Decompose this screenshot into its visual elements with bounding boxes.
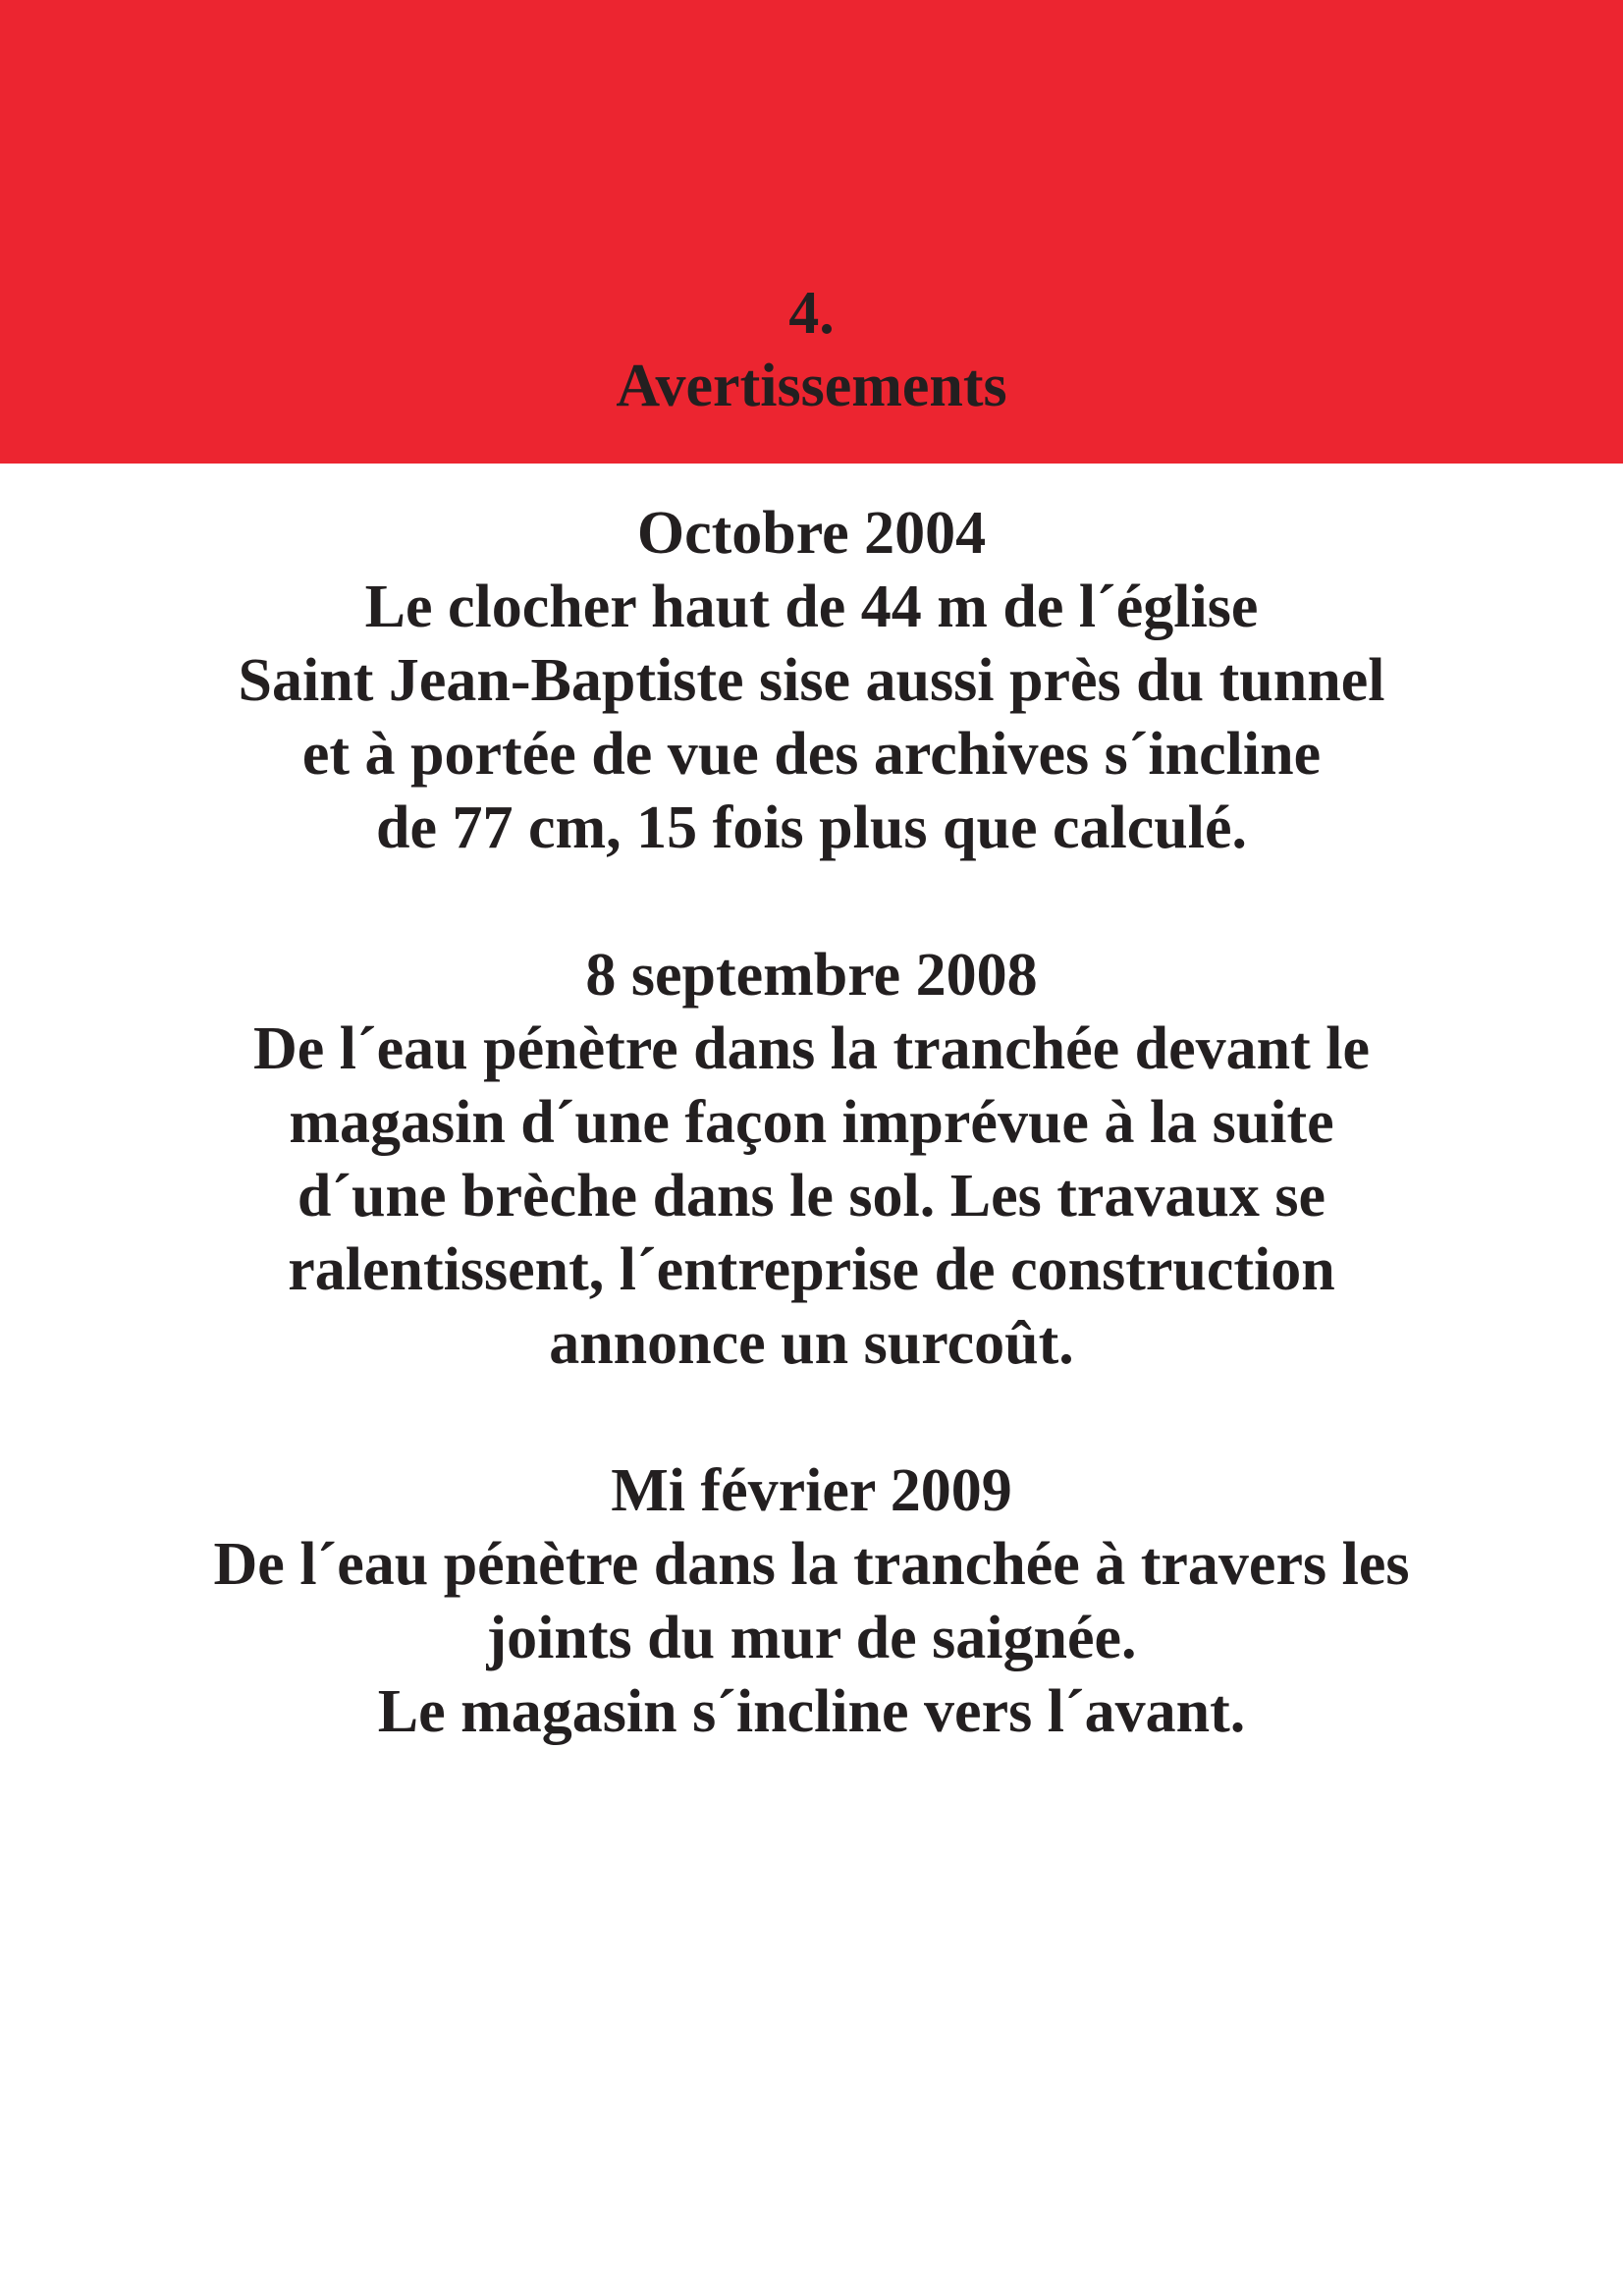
warning-entry-february-2009 xyxy=(0,1454,1623,1749)
entry-date: 8 septembre 2008 xyxy=(585,942,1038,1009)
warning-entry-october-2004 xyxy=(0,497,1623,865)
entry-text-line: De l´eau pénètre dans la tranchée devant le xyxy=(252,1015,1371,1082)
entry-text-line: d´une brèche dans le sol. Les travaux se xyxy=(297,1163,1326,1230)
chapter-title: Avertissements xyxy=(616,353,1007,419)
warning-entry-september-2008 xyxy=(0,939,1623,1381)
entry-date: Octobre 2004 xyxy=(636,500,987,567)
chapter-number: 4. xyxy=(788,280,835,347)
entry-text-line: De l´eau pénètre dans la tranchée à travers les xyxy=(213,1531,1410,1598)
entry-text-line: annonce un surcoût. xyxy=(549,1310,1074,1377)
entry-text-line: ralentissent, l´entreprise de construction xyxy=(288,1236,1335,1303)
entry-text-line: de 77 cm, 15 fois plus que calculé. xyxy=(376,794,1247,861)
entry-text-line: Saint Jean-Baptiste sise aussi près du tunnel xyxy=(238,647,1385,714)
entry-text-line: Le clocher haut de 44 m de l´église xyxy=(364,574,1259,640)
entry-date: Mi février 2009 xyxy=(611,1457,1012,1524)
entry-text-line: magasin d´une façon imprévue à la suite xyxy=(289,1089,1334,1156)
entry-text-line: joints du mur de saignée. xyxy=(486,1605,1137,1671)
entry-text-line: Le magasin s´incline vers l´avant. xyxy=(377,1678,1246,1745)
entry-text-line: et à portée de vue des archives s´incline xyxy=(301,721,1322,788)
